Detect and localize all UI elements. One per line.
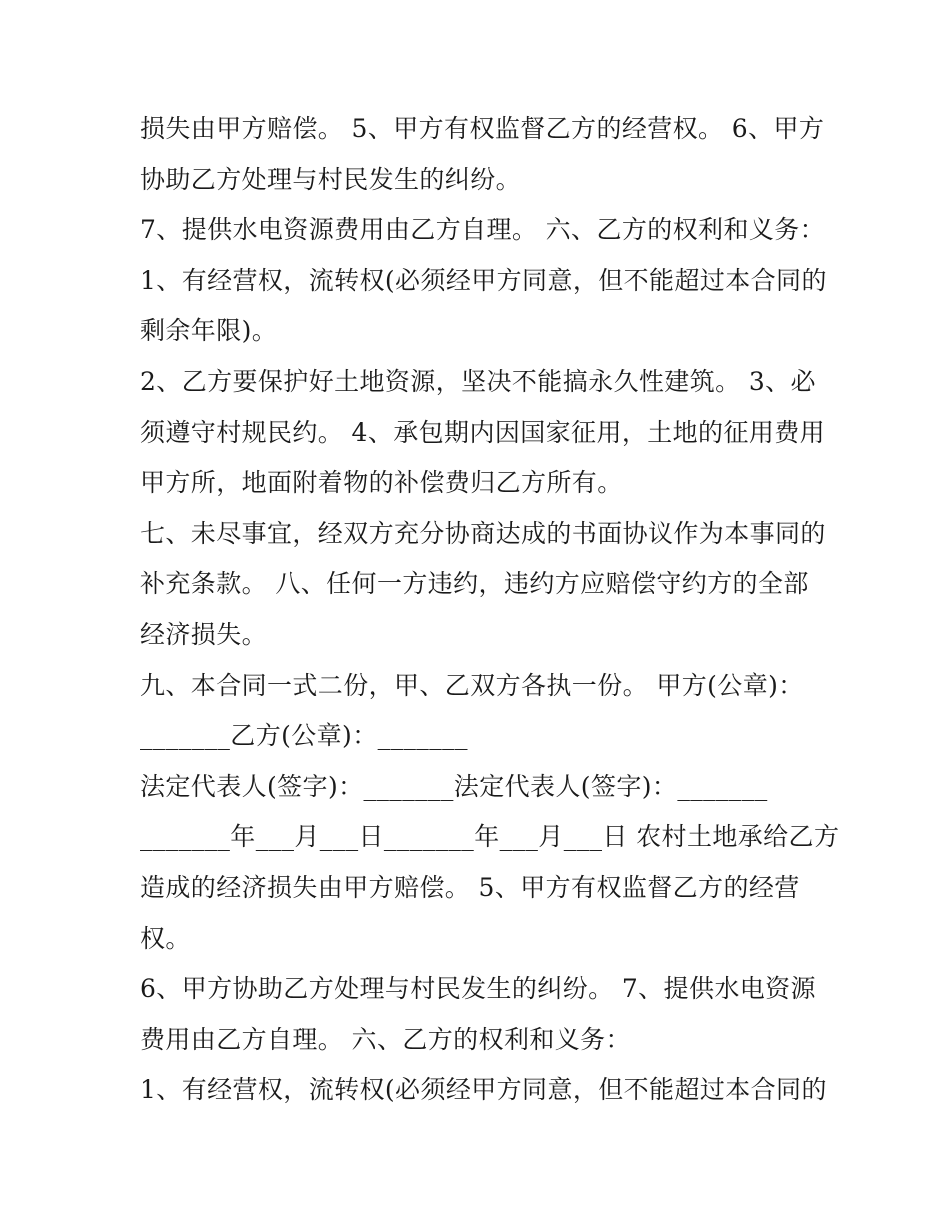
text-line: 甲方所，地面附着物的补偿费归乙方所有。 [140,468,623,498]
text-line: 协助乙方处理与村民发生的纠纷。 [140,164,522,194]
text-line: 经济损失。 [140,619,268,649]
signature-line: 法定代表人(签字)：_______法定代表人(签字)：_______ [140,771,768,801]
text-line: 1、有经营权，流转权(必须经甲方同意，但不能超过本合同的 [140,265,827,295]
text-line: 七、未尽事宜，经双方充分协商达成的书面协议作为本事同的 [140,518,826,548]
document-body [140,104,840,1116]
date-line: _______年___月___日_______年___月___日 农村土地承给乙方 [140,822,840,852]
text-line: 2、乙方要保护好土地资源，坚决不能搞永久性建筑。 3、必 [140,366,816,396]
signature-line: _______乙方(公章)：_______ [140,721,468,751]
text-line: 补充条款。 八、任何一方违约，违约方应赔偿守约方的全部 [140,569,809,599]
text-line: 权。 [140,923,191,953]
text-line: 1、有经营权，流转权(必须经甲方同意，但不能超过本合同的 [140,1075,827,1105]
text-line: 7、提供水电资源费用由乙方自理。 六、乙方的权利和义务： [140,215,826,245]
text-line: 造成的经济损失由甲方赔偿。 5、甲方有权监督乙方的经营 [140,872,800,902]
text-line: 剩余年限)。 [140,316,278,346]
text-line: 须遵守村规民约。 4、承包期内因国家征用，土地的征用费用 [140,417,826,447]
text-line: 费用由乙方自理。 六、乙方的权利和义务： [140,1024,631,1054]
text-line: 损失由甲方赔偿。 5、甲方有权监督乙方的经营权。 6、甲方 [140,114,825,143]
text-line: 九、本合同一式二份，甲、乙双方各执一份。 甲方(公章)： [140,670,804,700]
text-line: 6、甲方协助乙方处理与村民发生的纠纷。 7、提供水电资源 [140,974,816,1004]
